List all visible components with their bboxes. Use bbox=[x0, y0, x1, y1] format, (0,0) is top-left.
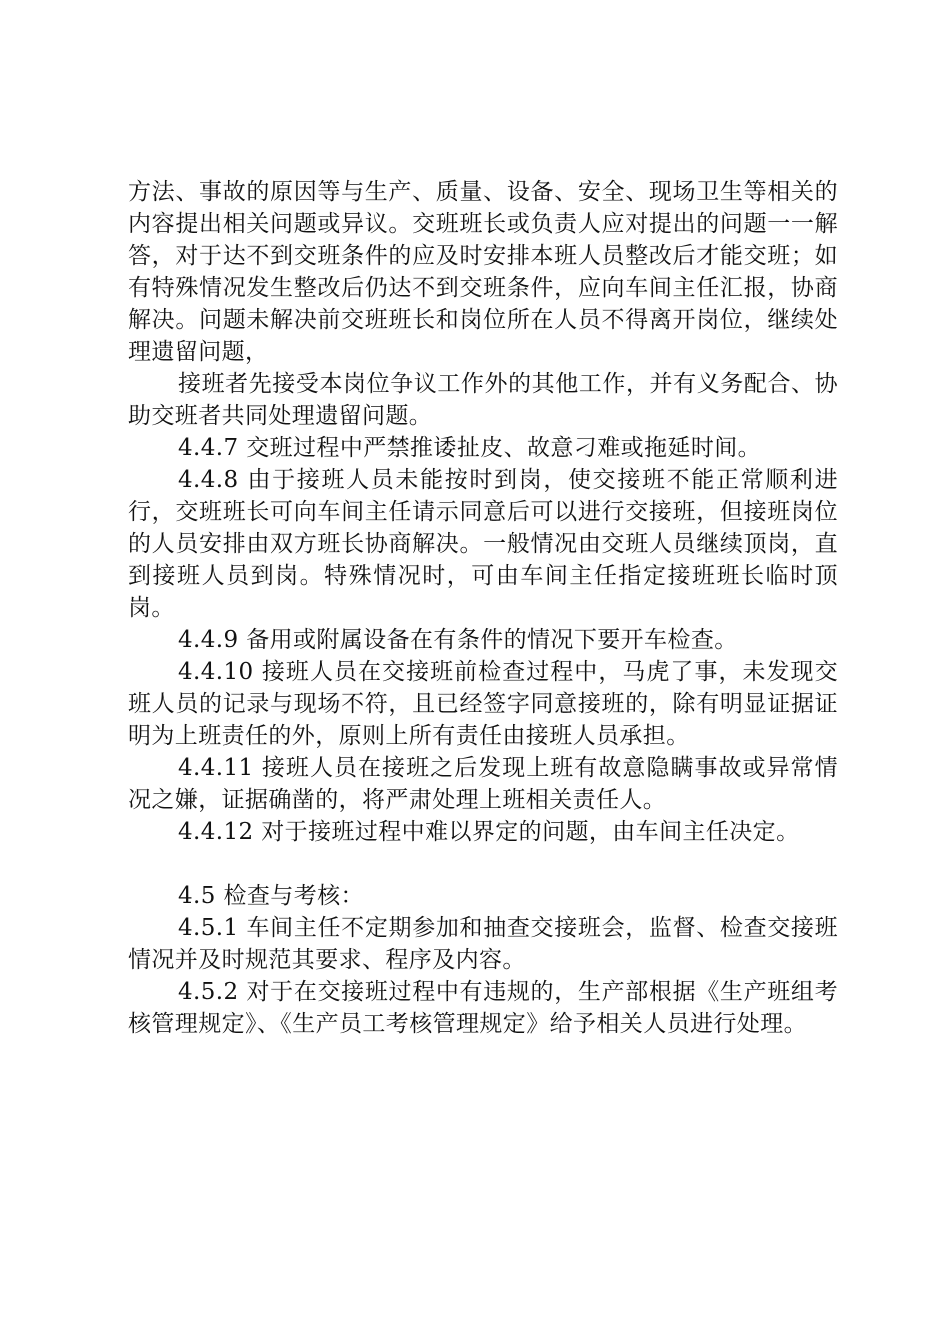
paragraph-handover-duty: 接班者先接受本岗位争议工作外的其他工作，并有义务配合、协助交班者共同处理遗留问题。 bbox=[128, 371, 838, 429]
paragraph-4-4-8: 4.4.8 由于接班人员未能按时到岗，使交接班不能正常顺利进行，交班班长可向车间主任请示同意后可以进行交接班，但接班岗位的人员安排由双方班长协商解决。一般情况由交班人员继续顶岗，直到接班人员到岗。特殊情况时，可由车间主任指定接班班长临时顶岗。 bbox=[128, 467, 838, 621]
paragraph-4-4-10: 4.4.10 接班人员在交接班前检查过程中，马虎了事，未发现交班人员的记录与现场不符，且已经签字同意接班的，除有明显证据证明为上班责任的外，原则上所有责任由接班人员承担。 bbox=[128, 659, 838, 749]
paragraph-continuation: 方法、事故的原因等与生产、质量、设备、安全、现场卫生等相关的内容提出相关问题或异议。交班班长或负责人应对提出的问题一一解答，对于达不到交班条件的应及时安排本班人员整改后才能交班；如有特殊情况发生整改后仍达不到交班条件，应向车间主任汇报，协商解决。问题未解决前交班班长和岗位所在人员不得离开岗位，继续处理遗留问题， bbox=[128, 179, 838, 365]
paragraph-4-4-7: 4.4.7 交班过程中严禁推诿扯皮、故意刁难或拖延时间。 bbox=[178, 435, 762, 461]
section-heading-4-5: 4.5 检查与考核： bbox=[178, 883, 364, 909]
paragraph-4-4-11: 4.4.11 接班人员在接班之后发现上班有故意隐瞒事故或异常情况之嫌，证据确凿的，将严肃处理上班相关责任人。 bbox=[128, 755, 838, 813]
section-spacer bbox=[128, 848, 838, 880]
paragraph-4-5-2: 4.5.2 对于在交接班过程中有违规的，生产部根据《生产班组考核管理规定》、《生产员工考核管理规定》给予相关人员进行处理。 bbox=[128, 979, 838, 1037]
paragraph-4-5-1: 4.5.1 车间主任不定期参加和抽查交接班会，监督、检查交接班情况并及时规范其要求、程序及内容。 bbox=[128, 915, 838, 973]
document-body bbox=[128, 176, 838, 1040]
paragraph-4-4-9: 4.4.9 备用或附属设备在有条件的情况下要开车检查。 bbox=[178, 627, 738, 653]
paragraph-4-4-12: 4.4.12 对于接班过程中难以界定的问题，由车间主任决定。 bbox=[178, 819, 800, 845]
